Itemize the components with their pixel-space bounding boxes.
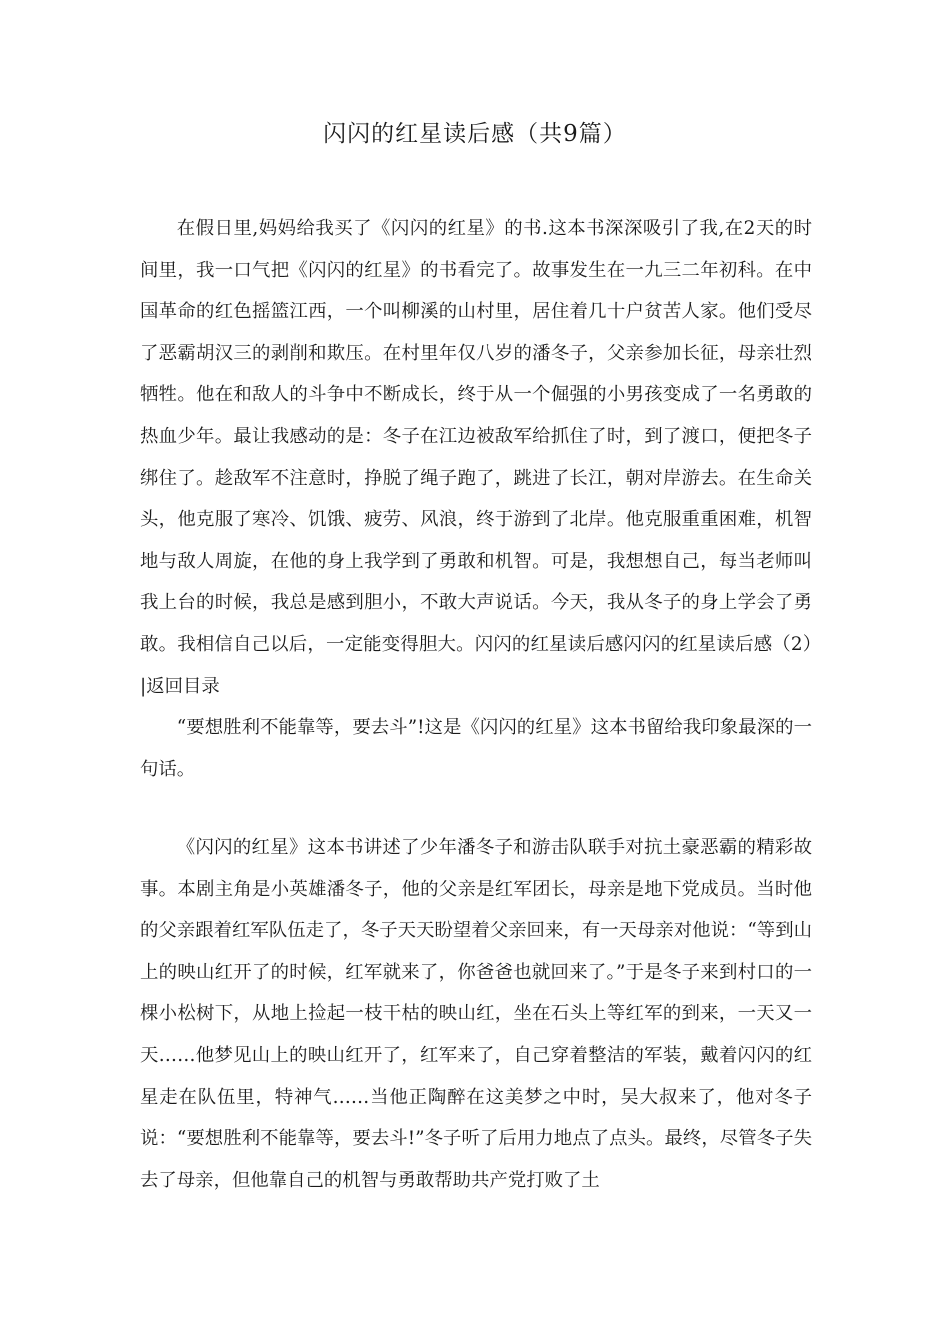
body-block-1 <box>140 208 812 707</box>
document-title: 闪闪的红星读后感（共9篇） <box>323 121 627 147</box>
paragraph-2: “要想胜利不能靠等，要去斗”!这是《闪闪的红星》这本书留给我印象最深的一句话。 <box>140 717 812 780</box>
body-block-2 <box>140 707 812 790</box>
paragraph-1: 在假日里,妈妈给我买了《闪闪的红星》的书.这本书深深吸引了我,在2天的时间里，我一口气把《闪闪的红星》的书看完了。故事发生在一九三二年初科。在中国革命的红色摇篮江西，一个叫柳溪的山村里，居住着几十户贫苦人家。他们受尽了恶霸胡汉三的剥削和欺压。在村里年仅八岁的潘冬子，父亲参加长征，母亲壮烈牺牲。他在和敌人的斗争中不断成长，终于从一个倔强的小男孩变成了一名勇敢的热血少年。最让我感动的是：冬子在江边被敌军给抓住了时，到了渡口，便把冬子绑住了。趁敌军不注意时，挣脱了绳子跑了，跳进了长江，朝对岸游去。在生命关头，他克服了寒冷、饥饿、疲劳、风浪，终于游到了北岸。他克服重重困难，机智地与敌人周旋，在他的身上我学到了勇敢和机智。可是，我想想自己，每当老师叫我上台的时候，我总是感到胆小，不敢大声说话。今天，我从冬子的身上学会了勇敢。我相信自己以后，一定能变得胆大。闪闪的红星读后感闪闪的红星读后感（2）|返回目录 <box>140 218 812 697</box>
body-block-3 <box>140 827 812 1201</box>
paragraph-3: 《闪闪的红星》这本书讲述了少年潘冬子和游击队联手对抗土豪恶霸的精彩故事。本剧主角是小英雄潘冬子，他的父亲是红军团长，母亲是地下党成员。当时他的父亲跟着红军队伍走了，冬子天天盼望着父亲回来，有一天母亲对他说：“等到山上的映山红开了的时候，红军就来了，你爸爸也就回来了。”于是冬子来到村口的一棵小松树下，从地上捡起一枝干枯的映山红，坐在石头上等红军的到来，一天又一天……他梦见山上的映山红开了，红军来了，自己穿着整洁的军装，戴着闪闪的红星走在队伍里，特神气……当他正陶醉在这美梦之中时，吴大叔来了，他对冬子说：“要想胜利不能靠等，要去斗!”冬子听了后用力地点了点头。最终，尽管冬子失去了母亲，但他靠自己的机智与勇敢帮助共产党打败了土 <box>140 837 812 1191</box>
